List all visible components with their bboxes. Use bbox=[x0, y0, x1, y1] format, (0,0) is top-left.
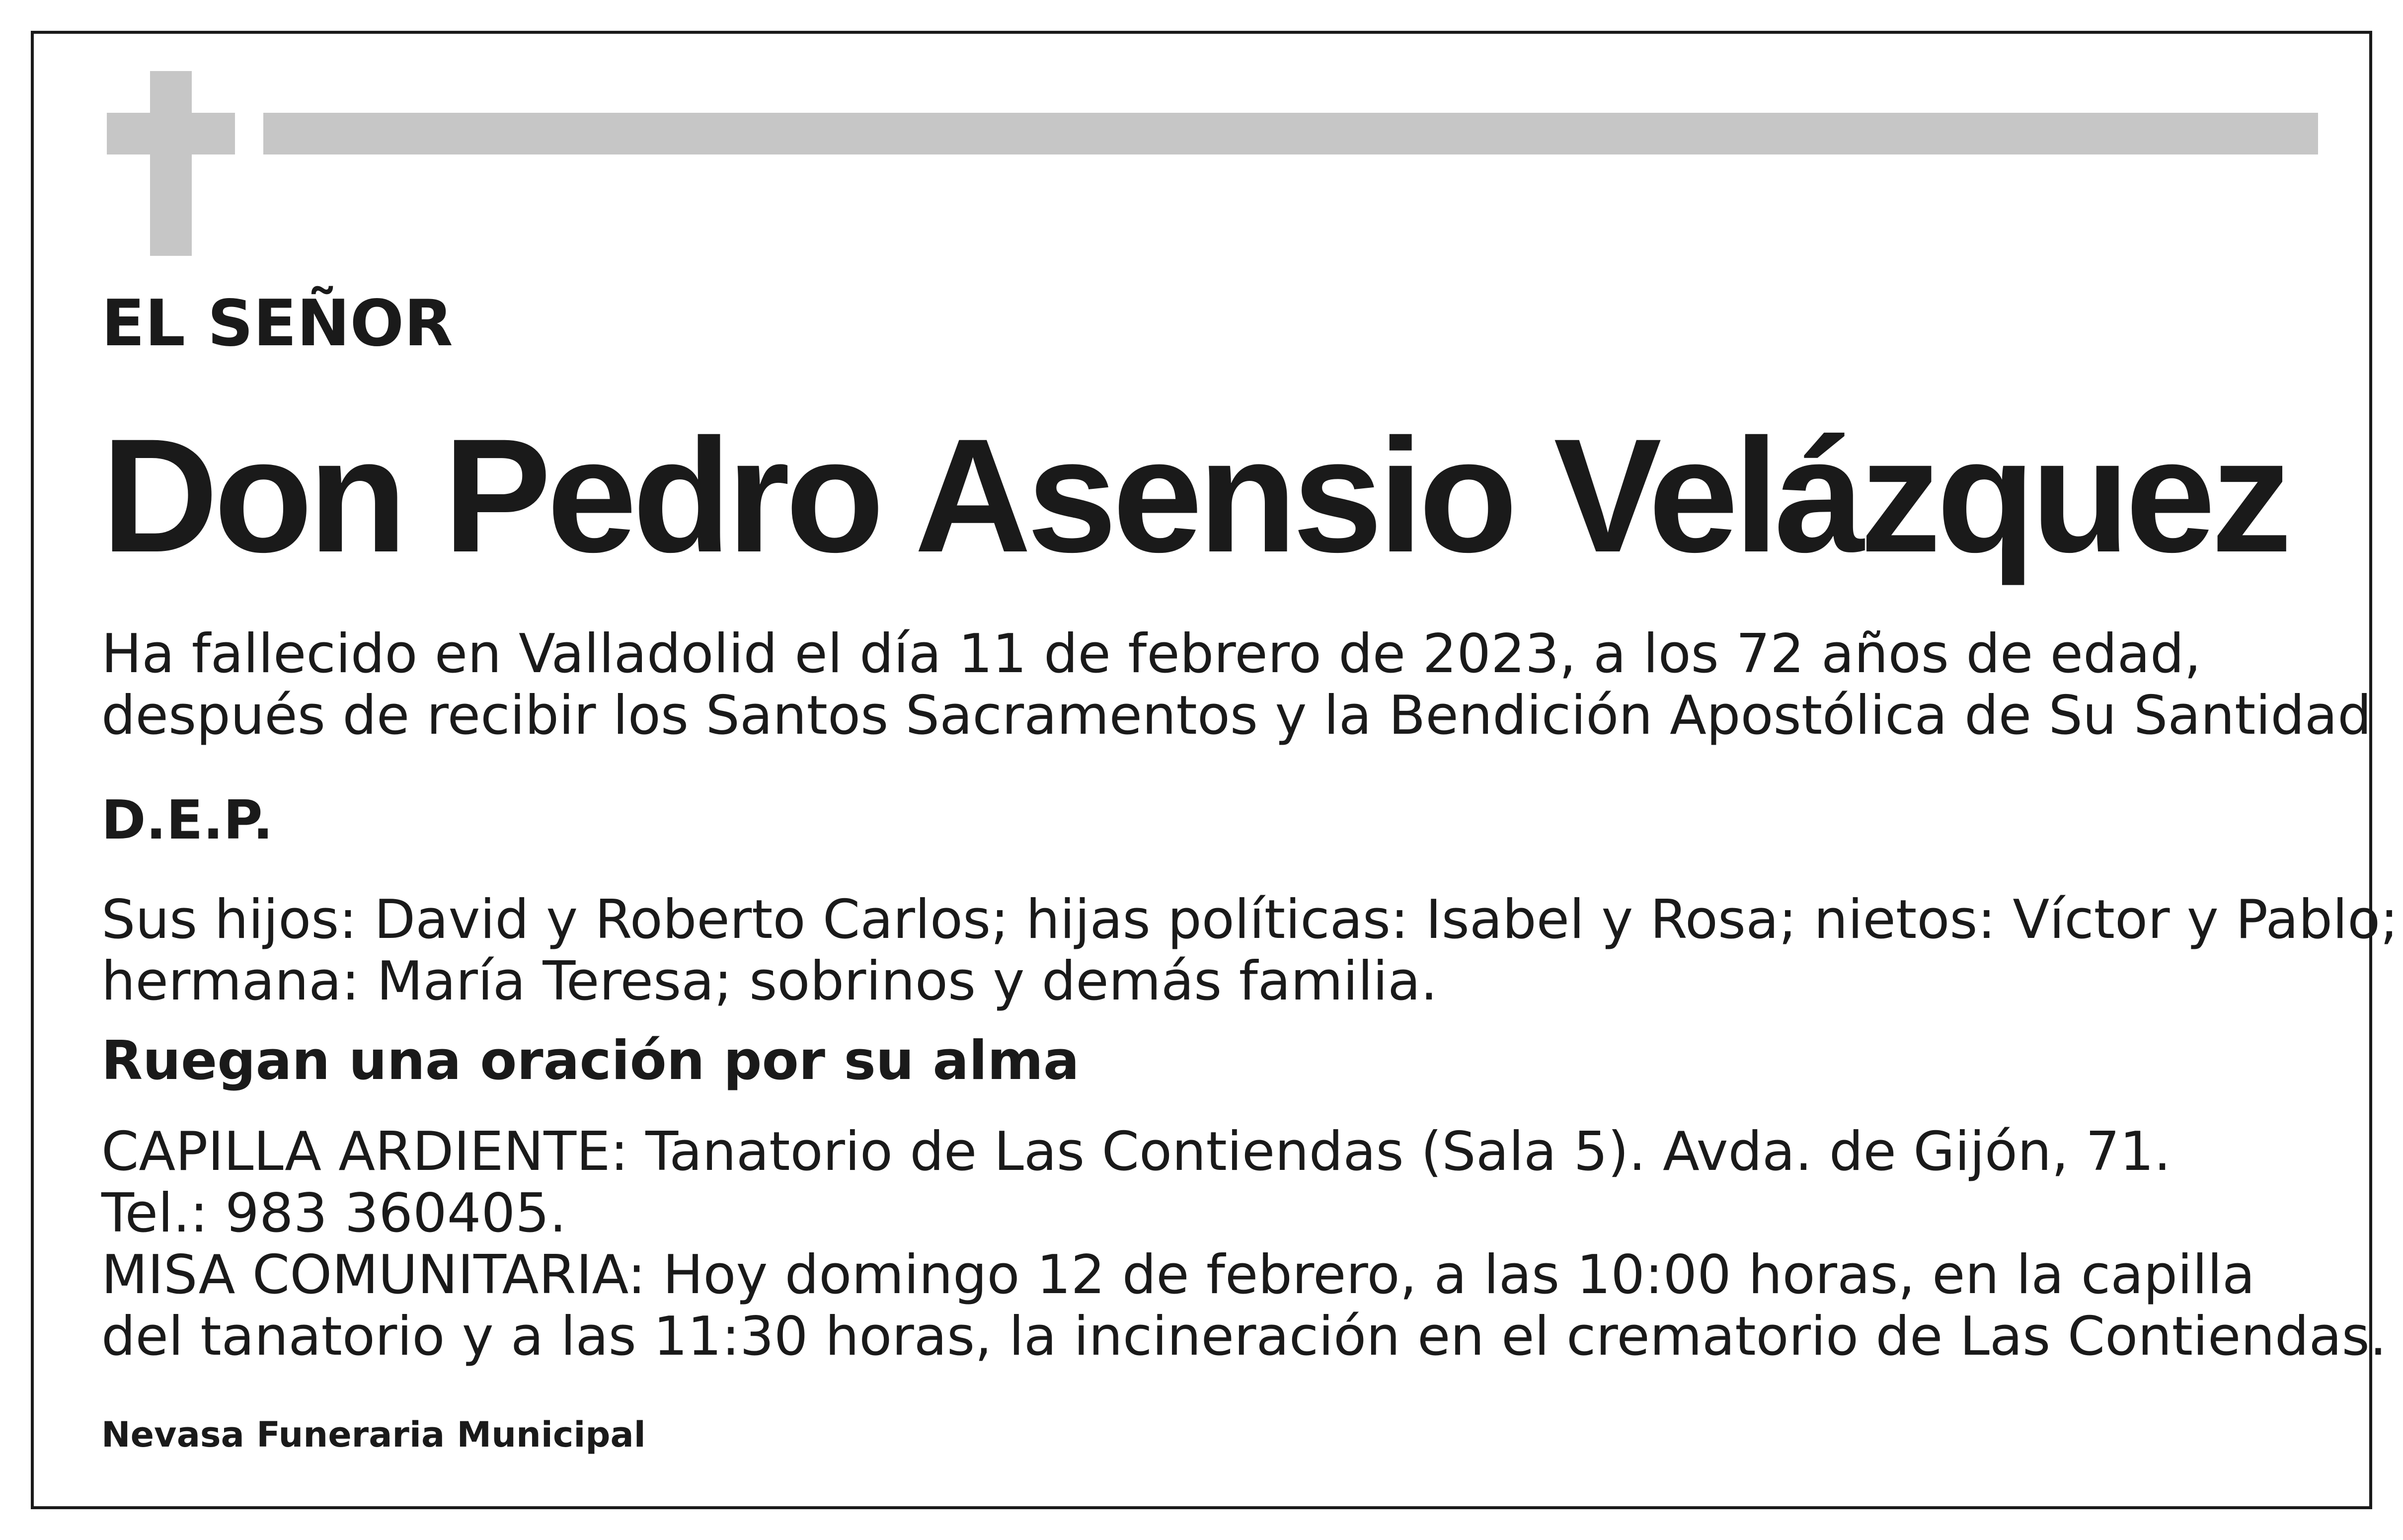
cross-vertical-bar bbox=[150, 71, 192, 256]
ceremony-line: MISA COMUNITARIA: Hoy domingo 12 de febrero, a las 10:00 horas, en la capilla bbox=[101, 1244, 2255, 1306]
deceased-name: Don Pedro Asensio Velázquez bbox=[101, 405, 2288, 586]
honorific: EL SEÑOR bbox=[101, 287, 453, 361]
funeral-home: Nevasa Funeraria Municipal bbox=[101, 1414, 646, 1455]
family-list bbox=[101, 889, 2399, 1012]
dep-label: D.E.P. bbox=[101, 789, 273, 851]
prayer-request: Ruegan una oración por su alma bbox=[101, 1030, 1080, 1092]
death-line: después de recibir los Santos Sacramentos y la Bendición Apostólica de Su Santidad bbox=[101, 685, 2372, 747]
death-line: Ha fallecido en Valladolid el día 11 de febrero de 2023, a los 72 años de edad, bbox=[101, 623, 2201, 685]
ceremony-details bbox=[101, 1121, 2387, 1368]
header-rule bbox=[263, 113, 2318, 154]
ceremony-line: CAPILLA ARDIENTE: Tanatorio de Las Contiendas (Sala 5). Avda. de Gijón, 71. bbox=[101, 1121, 2171, 1183]
death-announcement bbox=[101, 623, 2372, 747]
family-line: Sus hijos: David y Roberto Carlos; hijas políticas: Isabel y Rosa; nietos: Víctor y Pablo; bbox=[101, 889, 2399, 951]
ceremony-line: del tanatorio y a las 11:30 horas, la incineración en el crematorio de Las Contiendas. bbox=[101, 1306, 2387, 1368]
cross-horizontal-bar bbox=[107, 113, 235, 154]
ceremony-line: Tel.: 983 360405. bbox=[101, 1182, 567, 1244]
cross-icon bbox=[107, 71, 235, 256]
family-line: hermana: María Teresa; sobrinos y demás familia. bbox=[101, 950, 1438, 1012]
